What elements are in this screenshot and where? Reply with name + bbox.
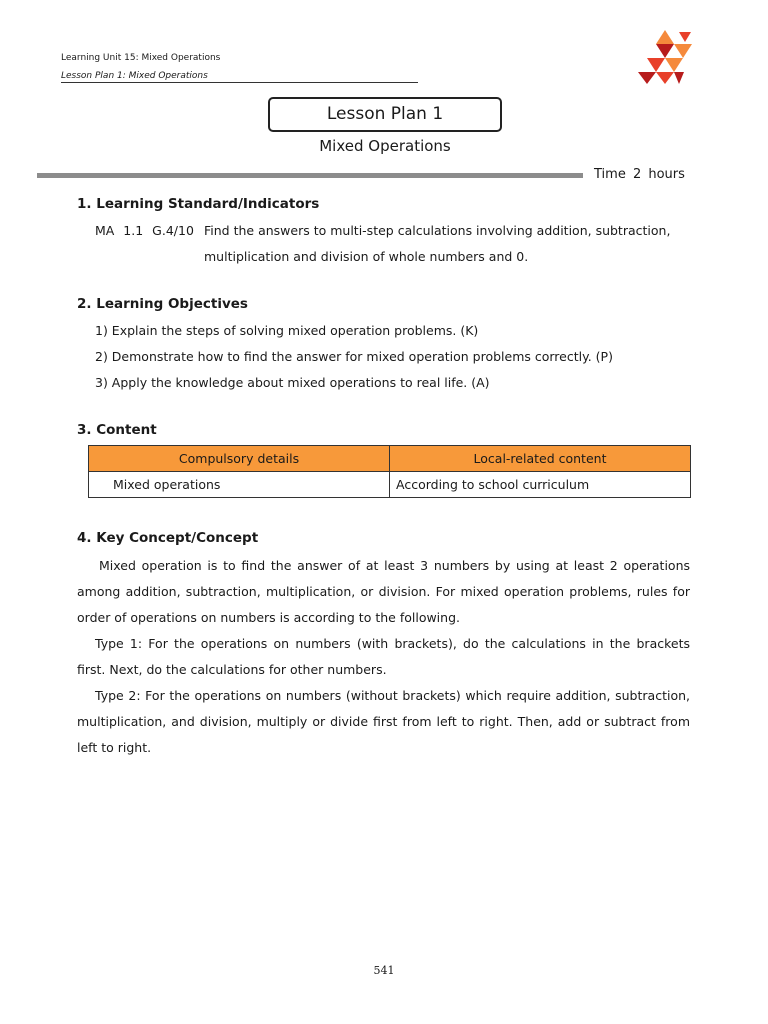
table-row [89, 472, 691, 498]
table-header-row [89, 446, 691, 472]
lesson-subtitle: Mixed Operations [319, 137, 451, 155]
heading-objectives: 2. Learning Objectives [77, 296, 248, 312]
header-unit-title: Learning Unit 15: Mixed Operations [61, 53, 221, 63]
table-header-cell: Local-related content [390, 446, 691, 472]
table-cell: Mixed operations [89, 472, 390, 498]
concept-paragraph: Type 2: For the operations on numbers (without brackets) which require addition, subtraction, multiplication, and division, multiply or divide first from left to right. Then, add or subtract from left to right. [77, 688, 690, 755]
heading-content: 3. Content [77, 422, 157, 438]
stacked-triangles-logo-icon [634, 28, 696, 86]
section-divider [37, 173, 583, 178]
time-label: Time 2 hours [594, 167, 685, 182]
objective-item: 2) Demonstrate how to find the answer for mixed operation problems correctly. (P) [95, 349, 613, 364]
objective-item: 3) Apply the knowledge about mixed operations to real life. (A) [95, 375, 490, 390]
heading-key-concept: 4. Key Concept/Concept [77, 530, 259, 546]
standard-code: MA 1.1 G.4/10 [95, 223, 194, 238]
table-cell: According to school curriculum [390, 472, 691, 498]
standard-text-line2: multiplication and division of whole numbers and 0. [204, 249, 529, 264]
objective-item: 1) Explain the steps of solving mixed operation problems. (K) [95, 323, 479, 338]
header-plan-title: Lesson Plan 1: Mixed Operations [61, 71, 208, 81]
standard-text-line1: Find the answers to multi-step calculations involving addition, subtraction, [204, 223, 671, 238]
table-header-cell: Compulsory details [89, 446, 390, 472]
content-table [88, 445, 691, 498]
concept-paragraph: Type 1: For the operations on numbers (with brackets), do the calculations in the brackets first. Next, do the calculations for other numbers. [77, 636, 690, 677]
page-number: 541 [373, 964, 395, 977]
concept-paragraph: Mixed operation is to find the answer of at least 3 numbers by using at least 2 operations among addition, subtraction, multiplication, or division. For mixed operation problems, rules for order of operations on numbers is according to the following. [77, 558, 690, 625]
heading-standards: 1. Learning Standard/Indicators [77, 196, 320, 212]
lesson-title: Lesson Plan 1 [268, 97, 502, 132]
header-rule [61, 82, 418, 83]
